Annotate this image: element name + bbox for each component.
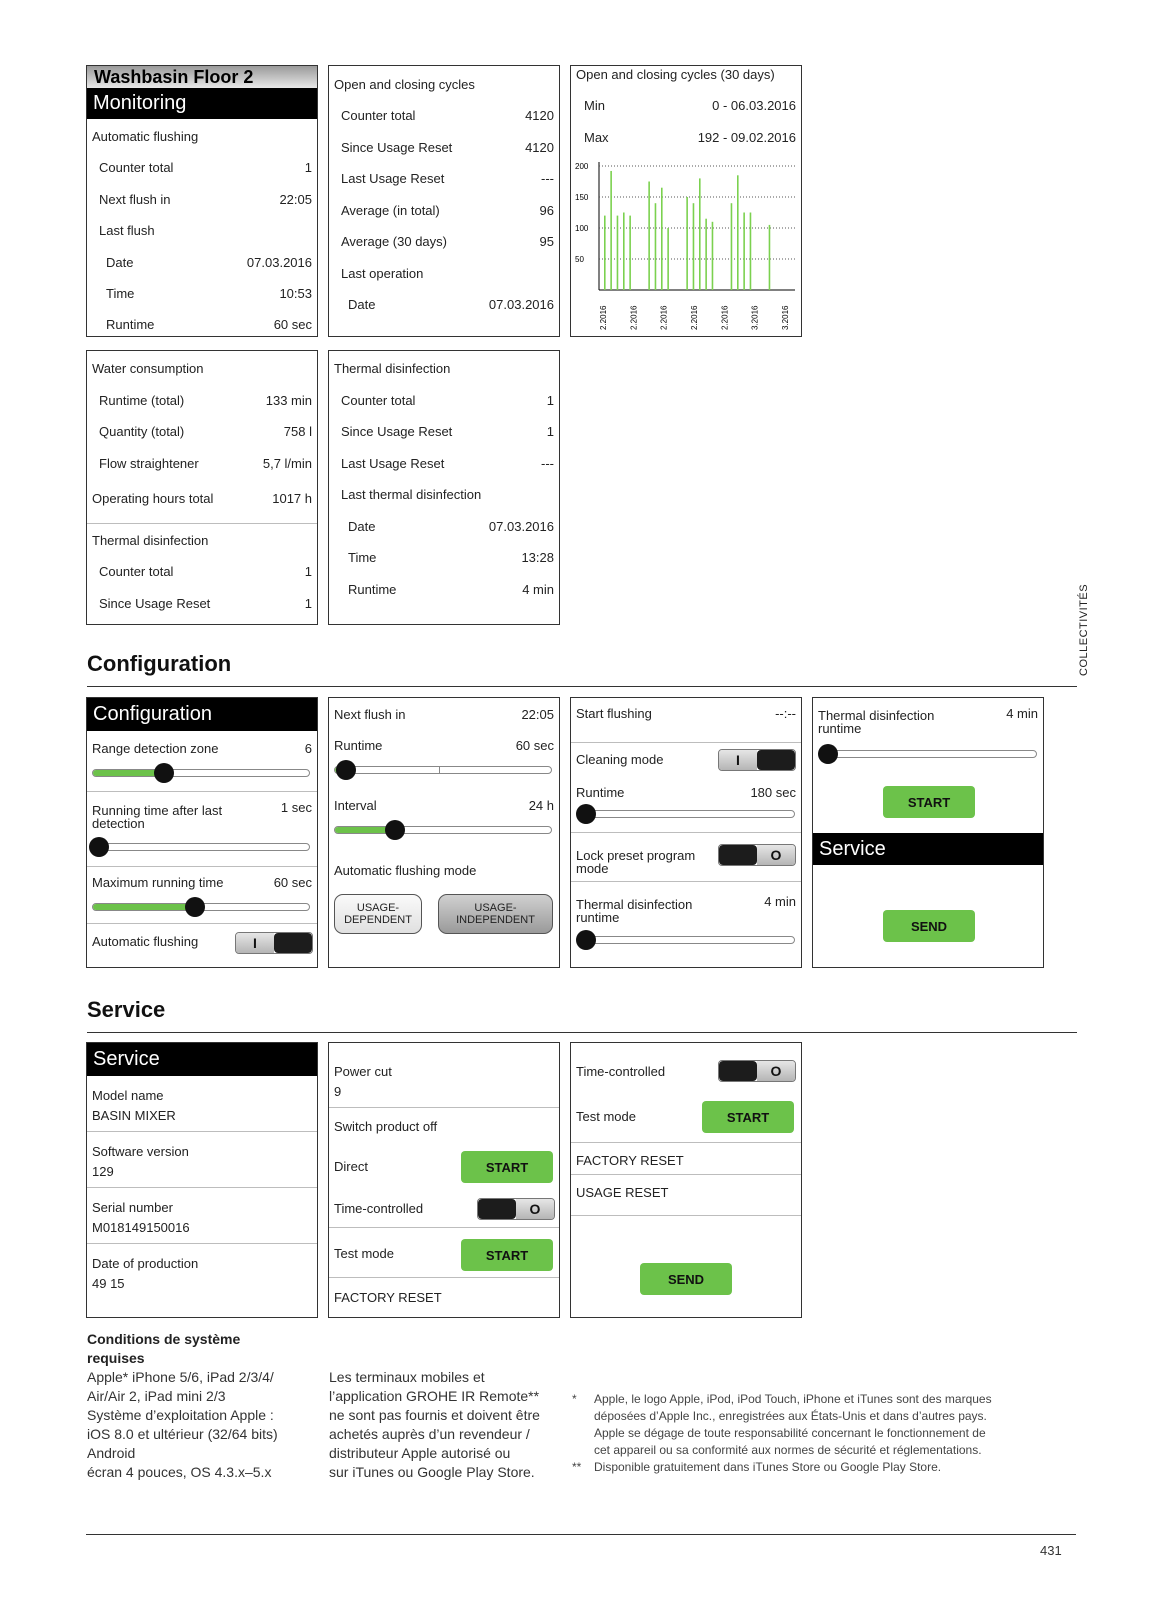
stat-label: Last thermal disinfection [341,487,482,502]
lock-preset-label: Lock preset program mode [576,848,696,876]
stat-label: Since Usage Reset [341,424,453,439]
stat-value: 758 l [283,424,312,439]
stat-label: Last operation [341,266,424,281]
stat-value: 1 [304,596,312,611]
slider-knob[interactable] [336,760,356,780]
stat-value: 4120 [525,140,554,155]
y-tick-label: 150 [575,193,589,202]
stat-value: 13:28 [521,550,554,565]
range-slider[interactable] [92,769,310,777]
test-mode-start-button[interactable]: START [702,1101,794,1133]
runtime-label: Runtime [334,738,383,753]
toggle-knob [478,1199,516,1219]
stat-label: Counter total [99,564,174,579]
y-tick-label: 50 [575,255,584,264]
stat-label: Operating hours total [92,491,214,506]
divider [87,866,317,867]
stat-label: Last flush [99,223,155,238]
configuration-panel-2 [328,697,560,968]
footnote-line: Apple se dégage de toute responsabilité concernant le fonctionnement de [594,1426,986,1440]
factory-reset-item[interactable]: FACTORY RESET [334,1290,442,1305]
thermal-heading: Thermal disinfection [92,533,209,548]
divider [87,791,317,792]
bar [731,203,733,290]
devices-note-line: Les terminaux mobiles et [329,1369,485,1385]
next-flush-label: Next flush in [334,707,406,722]
max-value: 192 - 09.02.2016 [697,130,796,145]
stat-label: Runtime [348,582,397,597]
time-controlled-label: Time-controlled [576,1064,666,1079]
auto-flushing-label: Automatic flushing [92,934,199,949]
bar [699,178,701,290]
test-mode-label: Test mode [334,1246,394,1261]
stat-value: 1 [304,160,312,175]
divider [87,1131,317,1132]
stat-label: Quantity (total) [99,424,185,439]
page-number: 431 [1040,1543,1062,1558]
x-tick-label: 2.2016 [659,305,669,330]
stat-value: 1 [546,393,554,408]
service-title: Service [87,997,166,1022]
x-tick-label: 3.2016 [750,305,760,330]
range-label: Range detection zone [92,741,219,756]
footnote-line: Disponible gratuitement dans iTunes Store ou Google Play Store. [594,1460,942,1474]
direct-label: Direct [334,1159,368,1174]
water-consumption-panel [86,350,318,625]
stat-value: 07.03.2016 [488,519,554,534]
thermal-runtime-slider[interactable] [827,750,1037,758]
software-version-value: 129 [92,1164,114,1179]
stat-value: 1 [546,424,554,439]
divider [571,1215,801,1216]
slider-tick [439,767,440,773]
stat-value: 95 [539,234,554,249]
devices-note-line: l’application GROHE IR Remote** [329,1388,540,1404]
production-date-value: 49 15 [92,1276,125,1291]
usage-dependent-button[interactable]: USAGE-DEPENDENT [334,894,422,934]
serial-number-value: M018149150016 [92,1220,190,1235]
configuration-rule [87,686,1077,687]
requirements-title: Conditions de système requises [87,1331,241,1366]
water-heading: Water consumption [92,361,204,376]
service-rule [87,1032,1077,1033]
bar [737,175,739,290]
cleaning-mode-toggle[interactable] [718,749,796,771]
thermal-runtime-slider[interactable] [585,936,795,944]
range-value: 6 [304,741,312,756]
slider-knob[interactable] [385,820,405,840]
stat-value: 07.03.2016 [246,255,312,270]
test-mode-label: Test mode [576,1109,636,1124]
stat-label: Flow straightener [99,456,199,471]
slider-knob[interactable] [576,804,596,824]
stat-value: 4 min [522,582,554,597]
max-label: Max [584,130,609,145]
bar [705,219,707,290]
stat-value: --- [541,456,554,471]
toggle-knob [757,750,795,770]
bar [686,197,688,290]
thermal-runtime-label: Thermal disinfection runtime [818,708,935,736]
monitoring-header: Monitoring [87,88,317,119]
configuration-panel-4 [812,697,1044,968]
footer-rule [86,1534,1076,1535]
production-date-label: Date of production [92,1256,199,1271]
toggle-off: O [516,1199,554,1219]
interval-slider[interactable] [334,826,552,834]
divider [87,1243,317,1244]
usage-reset-item[interactable]: USAGE RESET [576,1185,669,1200]
bar [629,216,631,290]
bar [750,213,752,291]
stat-label: Counter total [341,108,416,123]
divider [571,832,801,833]
monitoring-panel [86,65,318,337]
footnote-line: cet appareil ou sa conformité aux normes de sécurité et réglementations. [594,1443,982,1457]
requirements-line: Android [87,1445,136,1461]
divider [571,1142,801,1143]
stat-value: 10:53 [279,286,312,301]
footnote-line: Apple, le logo Apple, iPod, iPod Touch, iPhone et iTunes sont des marques [594,1392,992,1406]
footnote-line: déposées d’Apple Inc., enregistrées aux États-Unis et dans d’autres pays. [594,1409,987,1423]
max-running-value: 60 sec [273,875,312,890]
stat-label: Time [106,286,135,301]
cycles-bar-chart [571,158,801,337]
bar [743,213,745,291]
requirements-line: Apple* iPhone 5/6, iPad 2/3/4/ [87,1369,274,1385]
stat-label: Last Usage Reset [341,171,445,186]
runtime-slider[interactable] [334,766,552,774]
requirements-line: écran 4 pouces, OS 4.3.x–5.x [87,1464,272,1480]
stat-value: 60 sec [273,317,312,332]
toggle-on: I [236,933,274,953]
divider [329,1227,559,1228]
cycles-30-days-panel [570,65,802,337]
slider-knob[interactable] [154,763,174,783]
time-controlled-label: Time-controlled [334,1201,424,1216]
stat-value: 1017 h [272,491,312,506]
bar [648,182,650,291]
bar [655,203,657,290]
bar [667,228,669,290]
requirements-line: Air/Air 2, iPad mini 2/3 [87,1388,226,1404]
device-title: Washbasin Floor 2 [87,66,317,88]
stat-value: 4120 [525,108,554,123]
divider [87,523,317,524]
mode-label: Automatic flushing mode [334,863,477,878]
service-panel-1 [86,1042,318,1318]
divider [87,923,317,924]
power-cut-value: 9 [334,1084,342,1099]
interval-value: 24 h [528,798,554,813]
toggle-off: O [757,1061,795,1081]
bar [604,216,606,290]
requirements-line: iOS 8.0 et ultérieur (32/64 bits) [87,1426,278,1442]
test-mode-start-button[interactable]: START [461,1239,553,1271]
configuration-title: Configuration [87,651,232,676]
min-value: 0 - 06.03.2016 [712,98,796,113]
stat-label: Last Usage Reset [341,456,445,471]
x-tick-label: 2.2016 [690,305,699,330]
devices-note-line: ne sont pas fournis et doivent être [329,1407,540,1423]
start-flushing-label: Start flushing [576,706,652,721]
stat-value: --- [541,171,554,186]
bar [693,203,695,290]
toggle-knob [719,1061,757,1081]
configuration-panel-1 [86,697,318,968]
bar [712,222,714,290]
factory-reset-item[interactable]: FACTORY RESET [576,1153,684,1168]
cycles-heading: Open and closing cycles [334,77,475,92]
thermal-start-button[interactable]: START [883,786,975,818]
x-tick-label: 2.2016 [629,305,639,330]
toggle-off: O [757,845,795,865]
next-flush-value: 22:05 [521,707,554,722]
time-controlled-toggle[interactable] [718,1060,796,1082]
cycles-30-heading: Open and closing cycles (30 days) [576,67,775,82]
stat-value: 07.03.2016 [488,297,554,312]
power-cut-label: Power cut [334,1064,392,1079]
stat-label: Runtime [106,317,155,332]
cleaning-mode-label: Cleaning mode [576,752,664,767]
toggle-knob [274,933,312,953]
lock-preset-toggle[interactable] [718,844,796,866]
max-running-label: Maximum running time [92,875,224,890]
start-flushing-value: --:-- [775,706,796,721]
x-tick-label: 2.2016 [599,305,608,330]
stat-label: Average (in total) [341,203,440,218]
cycles-panel [328,65,560,337]
y-tick-label: 200 [575,162,589,171]
running-label: Running time after last detection [92,803,223,831]
y-tick-label: 100 [575,224,589,233]
stat-value: 22:05 [279,192,312,207]
runtime-value: 180 sec [750,785,796,800]
time-controlled-toggle[interactable] [477,1198,555,1220]
stat-value: 96 [539,203,554,218]
configuration-header: Configuration [87,698,317,731]
footnote-mark: ** [572,1460,582,1474]
devices-note-line: sur iTunes ou Google Play Store. [329,1464,535,1480]
min-label: Min [584,98,605,113]
runtime-label: Runtime [576,785,625,800]
stat-value: 133 min [265,393,312,408]
divider [329,1107,559,1108]
slider-knob[interactable] [185,897,205,917]
send-button[interactable]: SEND [883,910,975,942]
stat-label: Date [106,255,134,270]
configuration-panel-3 [570,697,802,968]
model-name-label: Model name [92,1088,164,1103]
thermal-runtime-label: Thermal disinfection runtime [576,897,693,925]
stat-label: Counter total [341,393,416,408]
runtime-value: 60 sec [515,738,554,753]
stat-value: 5,7 l/min [262,456,312,471]
stat-label: Date [348,519,376,534]
side-label: COLLECTIVITÉS [1078,583,1090,676]
running-value: 1 sec [280,800,312,815]
bar [661,188,663,290]
bar [617,216,619,290]
footnote-mark: * [572,1392,577,1406]
service-header: Service [813,833,1043,865]
auto-flushing-heading: Automatic flushing [92,129,199,144]
bar [623,213,625,291]
send-button[interactable]: SEND [640,1263,732,1295]
service-panel-3 [570,1042,802,1318]
stat-label: Since Usage Reset [341,140,453,155]
divider [87,1187,317,1188]
divider [571,881,801,882]
serial-number-label: Serial number [92,1200,173,1215]
runtime-slider[interactable] [585,810,795,818]
usage-independent-button[interactable]: USAGE-INDEPENDENT [438,894,553,934]
thermal-runtime-value: 4 min [1006,706,1038,721]
service-panel-2 [328,1042,560,1318]
x-tick-label: 3.2016 [781,305,790,330]
divider [329,1277,559,1278]
thermal-heading: Thermal disinfection [334,361,451,376]
requirements-line: Système d’exploitation Apple : [87,1407,274,1423]
stat-label: Counter total [99,160,174,175]
switch-off-label: Switch product off [334,1119,438,1134]
stat-label: Time [348,550,377,565]
thermal-disinfection-panel [328,350,560,625]
stat-label: Next flush in [99,192,171,207]
direct-start-button[interactable]: START [461,1151,553,1183]
divider [571,1174,801,1175]
slider-knob[interactable] [818,744,838,764]
devices-note-line: achetés auprès d’un revendeur / [329,1426,530,1442]
toggle-knob [719,845,757,865]
stat-label: Runtime (total) [99,393,185,408]
bar [610,171,612,290]
max-running-slider[interactable] [92,903,310,911]
thermal-runtime-value: 4 min [764,894,796,909]
stat-label: Since Usage Reset [99,596,211,611]
interval-label: Interval [334,798,377,813]
x-tick-label: 2.2016 [720,305,730,330]
toggle-on: I [719,750,757,770]
service-header: Service [87,1043,317,1076]
divider [571,742,801,743]
stat-value: 1 [304,564,312,579]
slider-knob[interactable] [89,837,109,857]
running-slider[interactable] [92,843,310,851]
stat-label: Date [348,297,376,312]
devices-note-line: distributeur Apple autorisé ou [329,1445,511,1461]
slider-knob[interactable] [576,930,596,950]
auto-flushing-toggle[interactable] [235,932,313,954]
bar [769,225,771,290]
model-name-value: BASIN MIXER [92,1108,176,1123]
stat-label: Average (30 days) [341,234,447,249]
software-version-label: Software version [92,1144,189,1159]
